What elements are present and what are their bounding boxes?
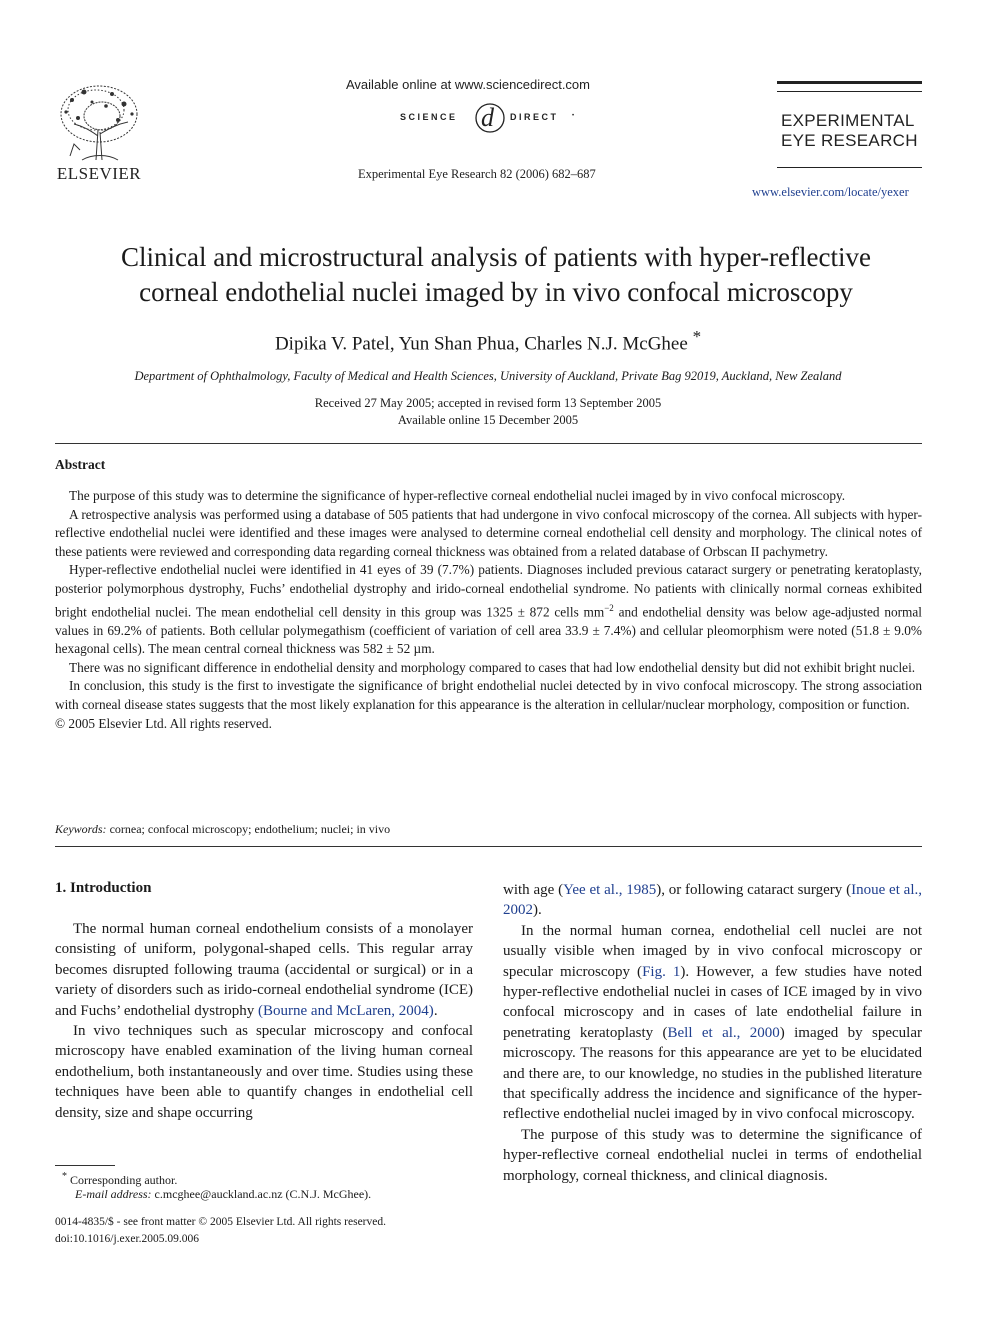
- received-dates: Received 27 May 2005; accepted in revised form 13 September 2005: [314, 396, 662, 410]
- abstract-body: [55, 487, 922, 733]
- divider: [55, 846, 922, 847]
- abstract-paragraph: A retrospective analysis was performed using a database of 505 patients that had undergone in vivo confocal microscopy of the cornea. All subjects with hyper-reflective endothelial nuclei were identified and these images were analysed to determine corneal endothelial cell density and morphology. The clinical notes of these patients were reviewed and corresponding data regarding corneal thickness was obtained from a related database of Orbscan II pachymetry.: [55, 506, 922, 559]
- sd-logo-left: SCIENCE: [400, 112, 458, 122]
- keywords-list: cornea; confocal microscopy; endothelium; nuclei; in vivo: [106, 822, 391, 836]
- body-paragraph: The purpose of this study was to determine the significance of hyper-reflective corneal endothelial nuclei in terms of endothelial morphology, corneal thickness, and clinical diagnosis.: [503, 1126, 922, 1184]
- citation-link[interactable]: Inoue et al., 2002: [503, 882, 922, 919]
- keywords: [55, 822, 390, 837]
- abstract-heading: Abstract: [55, 457, 106, 472]
- corresponding-author-mark[interactable]: *: [692, 327, 702, 346]
- body-paragraph: The normal human corneal endothelium consists of a monolayer consisting of uniform, polygonal-shaped cells. This regular array becomes disrupted following trauma (accidental or surgical) or in a variety of disorders such as irido-corneal endothelial syndrome (ICE) and Fuchs’ endothelial dystrophy (Bourne and McLaren, 2004).: [55, 921, 473, 1019]
- footnote-email: E-mail address: c.mcghee@auckland.ac.nz (C.N.J. McGhee).: [75, 1187, 372, 1201]
- email-address: c.mcghee@auckland.ac.nz (C.N.J. McGhee).: [151, 1187, 372, 1201]
- affiliation: Department of Ophthalmology, Faculty of Medical and Health Sciences, University of Auckland, Private Bag 92019, Auckland, New Zealand: [134, 369, 842, 383]
- keywords-label: Keywords:: [55, 822, 107, 836]
- figure-link[interactable]: Fig. 1: [642, 963, 681, 980]
- section-heading-introduction: 1. Introduction: [55, 880, 152, 896]
- doi-line: doi:10.1016/j.exer.2005.09.006: [55, 1233, 200, 1245]
- divider: [55, 443, 922, 444]
- journal-url-link[interactable]: www.elsevier.com/locate/yexer: [752, 185, 909, 199]
- citation-link[interactable]: Bell et al., 2000: [667, 1024, 780, 1041]
- journal-name: [781, 111, 918, 151]
- available-online-date: Available online 15 December 2005: [397, 413, 579, 427]
- left-column: [55, 919, 473, 1123]
- issn-line: 0014-4835/$ - see front matter © 2005 Elsevier Ltd. All rights reserved.: [55, 1216, 386, 1228]
- body-paragraph: In the normal human cornea, endothelial cell nuclei are not usually visible when imaged by in vivo confocal microscopy or specular microscopy (Fig. 1). However, a few studies have noted hyper-reflective endothelial nuclei in cases of ICE imaged by in vivo confocal microscopy and in cases of late endothelial failure in penetrating keratoplasty (Bell et al., 2000) imaged by specular microscopy. The reasons for this appearance are yet to be elucidated and there are, to our knowledge, no studies in the published literature that specifically address the incidence and significance of the hyper-reflective endothelial nuclei imaged by in vivo confocal microscopy.: [503, 922, 922, 1123]
- abstract-paragraph: Hyper-reflective endothelial nuclei were identified in 41 eyes of 39 (7.7%) patients. Diagnoses included previous cataract surgery or penetrating keratoplasty, posterior polymorphous dystrophy, Fuchs’ endothelial dystrophy and irido-corneal endothelial syndrome. No patients with clinically normal corneas exhibited bright endothelial nuclei. The mean endothelial cell density in this group was 1325 ± 872 cells $mm^{-2}$ and endothelial density was below age-adjusted normal values in 69.2% of patients. Both cellular polymegathism (coefficient of variation of cell area 33.9 ± 7.4%) and cellular pleomorphism were noted (51.8 ± 9.0% hexagonal cells). The mean central corneal thickness was 582 ± 52 µm.: [55, 562, 922, 657]
- footnote-corresponding: * Corresponding author.: [62, 1171, 178, 1187]
- title-line-2: corneal endothelial nuclei imaged by in vivo confocal microscopy: [139, 277, 853, 307]
- author-names: Dipika V. Patel, Yun Shan Phua, Charles N.J. McGhee: [274, 333, 688, 355]
- title-line-1: Clinical and microstructural analysis of patients with hyper-reflective: [121, 242, 871, 272]
- body-paragraph: In vivo techniques such as specular microscopy and confocal microscopy have enabled examination of the living human corneal endothelium, both instantaneously and over time. Studies using these techniques have been able to quantify changes in endothelial cell density, size and shape occurring: [55, 1023, 473, 1121]
- abstract-paragraph: There was no significant difference in endothelial density and morphology compared to cases that had low endothelial density but did not exhibit bright nuclei.: [69, 659, 916, 675]
- abstract-paragraph: In conclusion, this study is the first to investigate the significance of bright endothelial nuclei detected by in vivo confocal microscopy. The strong association with corneal disease states suggests that the most likely explanation for this appearance is the alteration in cellular/nuclear morphology, composition or function.: [55, 678, 922, 712]
- paper-title: [60, 240, 932, 310]
- journal-citation: Experimental Eye Research 82 (2006) 682–687: [358, 167, 596, 181]
- abstract-copyright: © 2005 Elsevier Ltd. All rights reserved.: [55, 715, 272, 731]
- svg-text:d: d: [481, 103, 494, 132]
- citation-link[interactable]: Yee et al., 1985: [563, 882, 657, 898]
- sciencedirect-logo: [398, 98, 578, 138]
- sd-logo-right: DIRECT: [510, 112, 559, 122]
- body-paragraph: with age (Yee et al., 1985), or following cataract surgery (Inoue et al., 2002).: [503, 882, 922, 919]
- journal-name-line1: EXPERIMENTAL: [781, 111, 915, 130]
- header-rule: [777, 167, 922, 168]
- author-list: [0, 327, 976, 355]
- svg-text:•: •: [572, 113, 575, 119]
- abstract-paragraph: The purpose of this study was to determine the significance of hyper-reflective corneal endothelial nuclei imaged by in vivo confocal microscopy.: [69, 488, 846, 503]
- footnote-rule: [55, 1165, 115, 1166]
- header-rule: [777, 81, 922, 84]
- journal-name-line2: EYE RESEARCH: [781, 131, 918, 150]
- available-online-text: Available online at www.sciencedirect.com: [346, 77, 590, 92]
- header-rule: [777, 91, 922, 92]
- publisher-name: ELSEVIER: [56, 164, 142, 183]
- right-column: [503, 880, 922, 1186]
- citation-link[interactable]: (Bourne and McLaren, 2004): [258, 1002, 434, 1019]
